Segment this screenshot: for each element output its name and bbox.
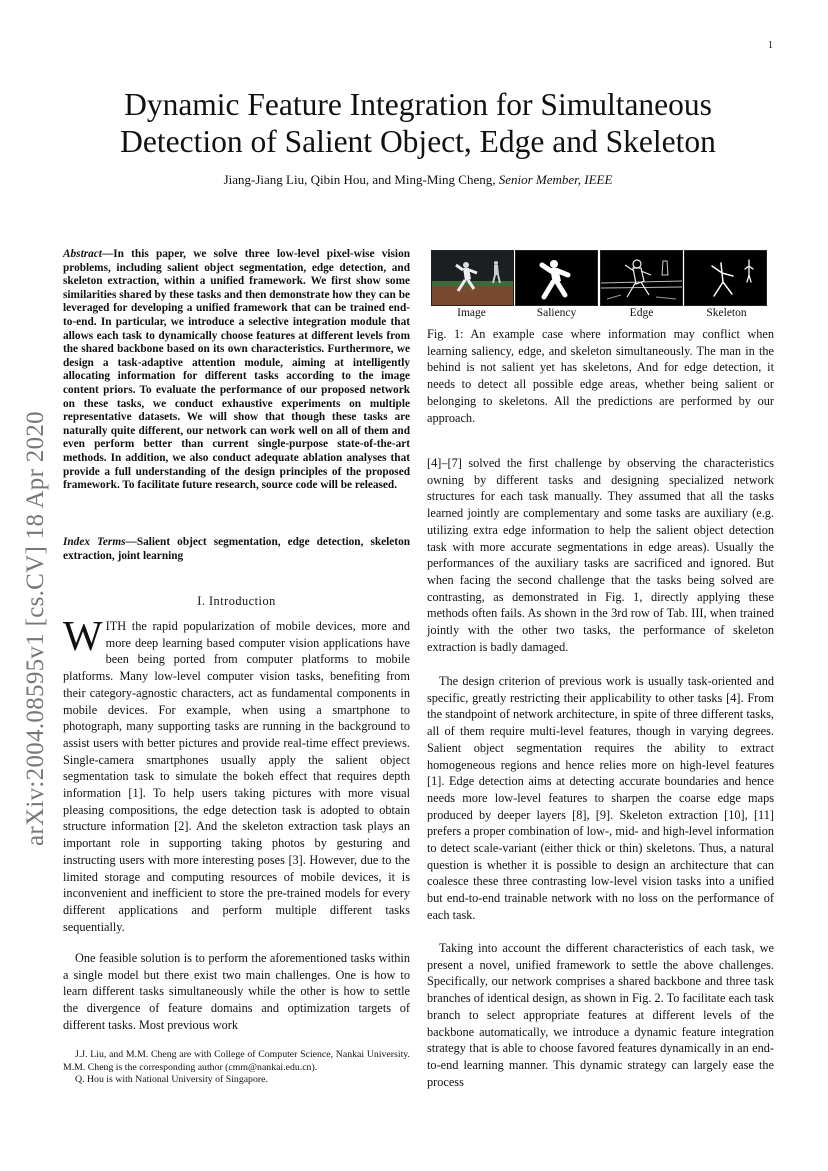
abstract: [63, 248, 410, 493]
figure-1-images: [431, 250, 767, 306]
figure-image-saliency: [515, 250, 598, 306]
figure-image-edge: [600, 250, 683, 306]
figure-label-image: Image: [457, 307, 486, 319]
title-line-2: Detection of Salient Object, Edge and Skeleton: [120, 124, 716, 159]
arxiv-stamp: arXiv:2004.08595v1 [cs.CV] 18 Apr 2020: [22, 411, 49, 846]
intro-paragraph-1: [63, 614, 410, 935]
figure-label-edge: Edge: [629, 307, 654, 319]
title-line-1: Dynamic Feature Integration for Simultaneous: [124, 87, 712, 122]
paper-title: [60, 86, 776, 160]
author-title: Senior Member, IEEE: [498, 172, 613, 187]
index-terms: [63, 536, 410, 563]
intro-paragraph-2: One feasible solution is to perform the aforementioned tasks within a single model but there exist two main challenges. One is how to learn different tasks simultaneously while the other is how to settle the divergence of feature domains and optimization targets of different tasks. Most previous work: [63, 951, 410, 1032]
index-terms-text: —Salient object segmentation, edge detection, skeleton extraction, joint learning: [63, 536, 410, 562]
figure-image-skeleton: [684, 250, 767, 306]
page-number: 1: [768, 40, 773, 51]
right-paragraph-3: Taking into account the different characteristics of each task, we present a novel, unified framework to settle the above challenges. Specifically, our network comprises a shared backbone and three task branches of identical design, as shown in Fig. 2. To facilitate each task branch to select appropriate features at different levels of the backbone automatically, we introduce a dynamic feature integration strategy that is able to choose favored features dynamically in an end-to-end learning manner. This dynamic strategy can largely ease the process: [427, 941, 774, 1089]
abstract-text: —In this paper, we solve three low-level pixel-wise vision problems, including salient object segmentation, edge detection, and skeleton extraction, within a unified framework. We first show some similarities shared by these tasks and then demonstrate how they can be leveraged for developing a unified framework that can be trained end-to-end. In particular, we introduce a selective integration module that allows each task to dynamically choose features at different levels from the shared backbone based on its own characteristics. Furthermore, we design a task-adaptive attention module, aiming at intelligently allocating information for different tasks according to the image content priors. To evaluate the performance of our proposed network on these tasks, we conduct exhaustive experiments on multiple representative datasets. We will show that though these tasks are naturally quite different, our network can work well on all of them and even perform better than current single-purpose state-of-the-art methods. In addition, we also conduct adequate ablation analyses that provide a full understanding of the design principles of the proposed framework. To facilitate future research, source code will be released.: [63, 248, 410, 492]
intro-paragraph-1-text: ITH the rapid popularization of mobile devices, more and more deep learning based computer vision applications have been being ported from computer platforms to mobile platforms. Many low-level computer vision tasks, benefiting from their category-agnostic characters, act as fundamental components in mobile devices. For example, when using a smartphone to photograph, many supporting tasks are running in the background to assist users with better pictures and provide real-time effect previews. Single-camera smartphones usually apply the salient object segmentation task to simulate the bokeh effect that requires depth information [1]. To help users taking pictures with more visual pleasing compositions, the edge detection task is adopted to obtain structure information [2]. And the skeleton extraction task plays an important role in supporting taking photos by gesturing and instructing users with more interesting poses [3]. However, due to the limited storage and computing resources of mobile devices, it is inconvenient and inefficient to store the pre-trained models for every different applications and perform multiple different tasks sequentially.: [63, 619, 410, 934]
figure-1-caption: Fig. 1: An example case where information may conflict when learning saliency, edge, and skeleton simultaneously. The man in the behind is not salient yet has skeletons, And for edge detection, it needs to detect all possible edge areas, whether being salient or belonging to skeletons. All the predictions are performed by our approach.: [427, 327, 774, 425]
section-heading-introduction: I. Introduction: [197, 594, 276, 608]
figure-1-labels: [431, 307, 767, 319]
drop-cap: W: [63, 614, 103, 660]
footnote-affiliation-1: J.J. Liu, and M.M. Cheng are with College of Computer Science, Nankai University. M.M. Cheng is the corresponding author (cmm@nankai.edu.cn).: [63, 1049, 410, 1073]
abstract-label: Abstract: [63, 248, 102, 260]
figure-label-saliency: Saliency: [536, 307, 577, 319]
author-list: [60, 172, 776, 188]
right-paragraph-2: The design criterion of previous work is usually task-oriented and specific, greatly restricting their applicability to other tasks [4]. From the standpoint of network architecture, in spite of three different tasks, all of them require multi-level features, though in varying degrees. Salient object segmentation requires the ability to extract homogeneous regions and hence relies more on high-level features [1]. Edge detection aims at detecting accurate boundaries and hence needs more low-level features to sharpen the coarse edge maps produced by deeper layers [8], [9]. Skeleton extraction [10], [11] prefers a proper combination of low-, mid- and high-level information to detect scale-variant (either thick or thin) skeletons. Thus, a natural question is whether it is possible to design an architecture that can coalesce these three contrasting low-level vision tasks into a unified but end-to-end trainable network with no loss on the performance of each task.: [427, 674, 774, 922]
footnotes: [63, 1049, 410, 1087]
authors-names: Jiang-Jiang Liu, Qibin Hou, and Ming-Ming Cheng,: [223, 172, 496, 187]
right-paragraph-1: [4]–[7] solved the first challenge by observing the characteristics owning by different tasks and designing specialized network structures for each task manually. They assumed that all the tasks learned jointly are complementary and some tasks are auxiliary (e.g. utilizing extra edge information to help the salient object detection task with more accurate segmentations in edge areas). Usually the performances of the auxiliary tasks are sacrificed and ignored. But when facing the second challenge that the tasks being solved are contrasting, as demonstrated in Fig. 1, directly applying these methods often fails. As shown in the 3rd row of Tab. III, when trained jointly with the other two tasks, the performance of skeleton extraction is badly damaged.: [427, 456, 774, 654]
figure-label-skeleton: Skeleton: [706, 307, 747, 319]
figure-image-photo: [431, 250, 514, 306]
footnote-affiliation-2: Q. Hou is with National University of Singapore.: [75, 1074, 268, 1086]
index-terms-label: Index Terms: [63, 536, 126, 548]
